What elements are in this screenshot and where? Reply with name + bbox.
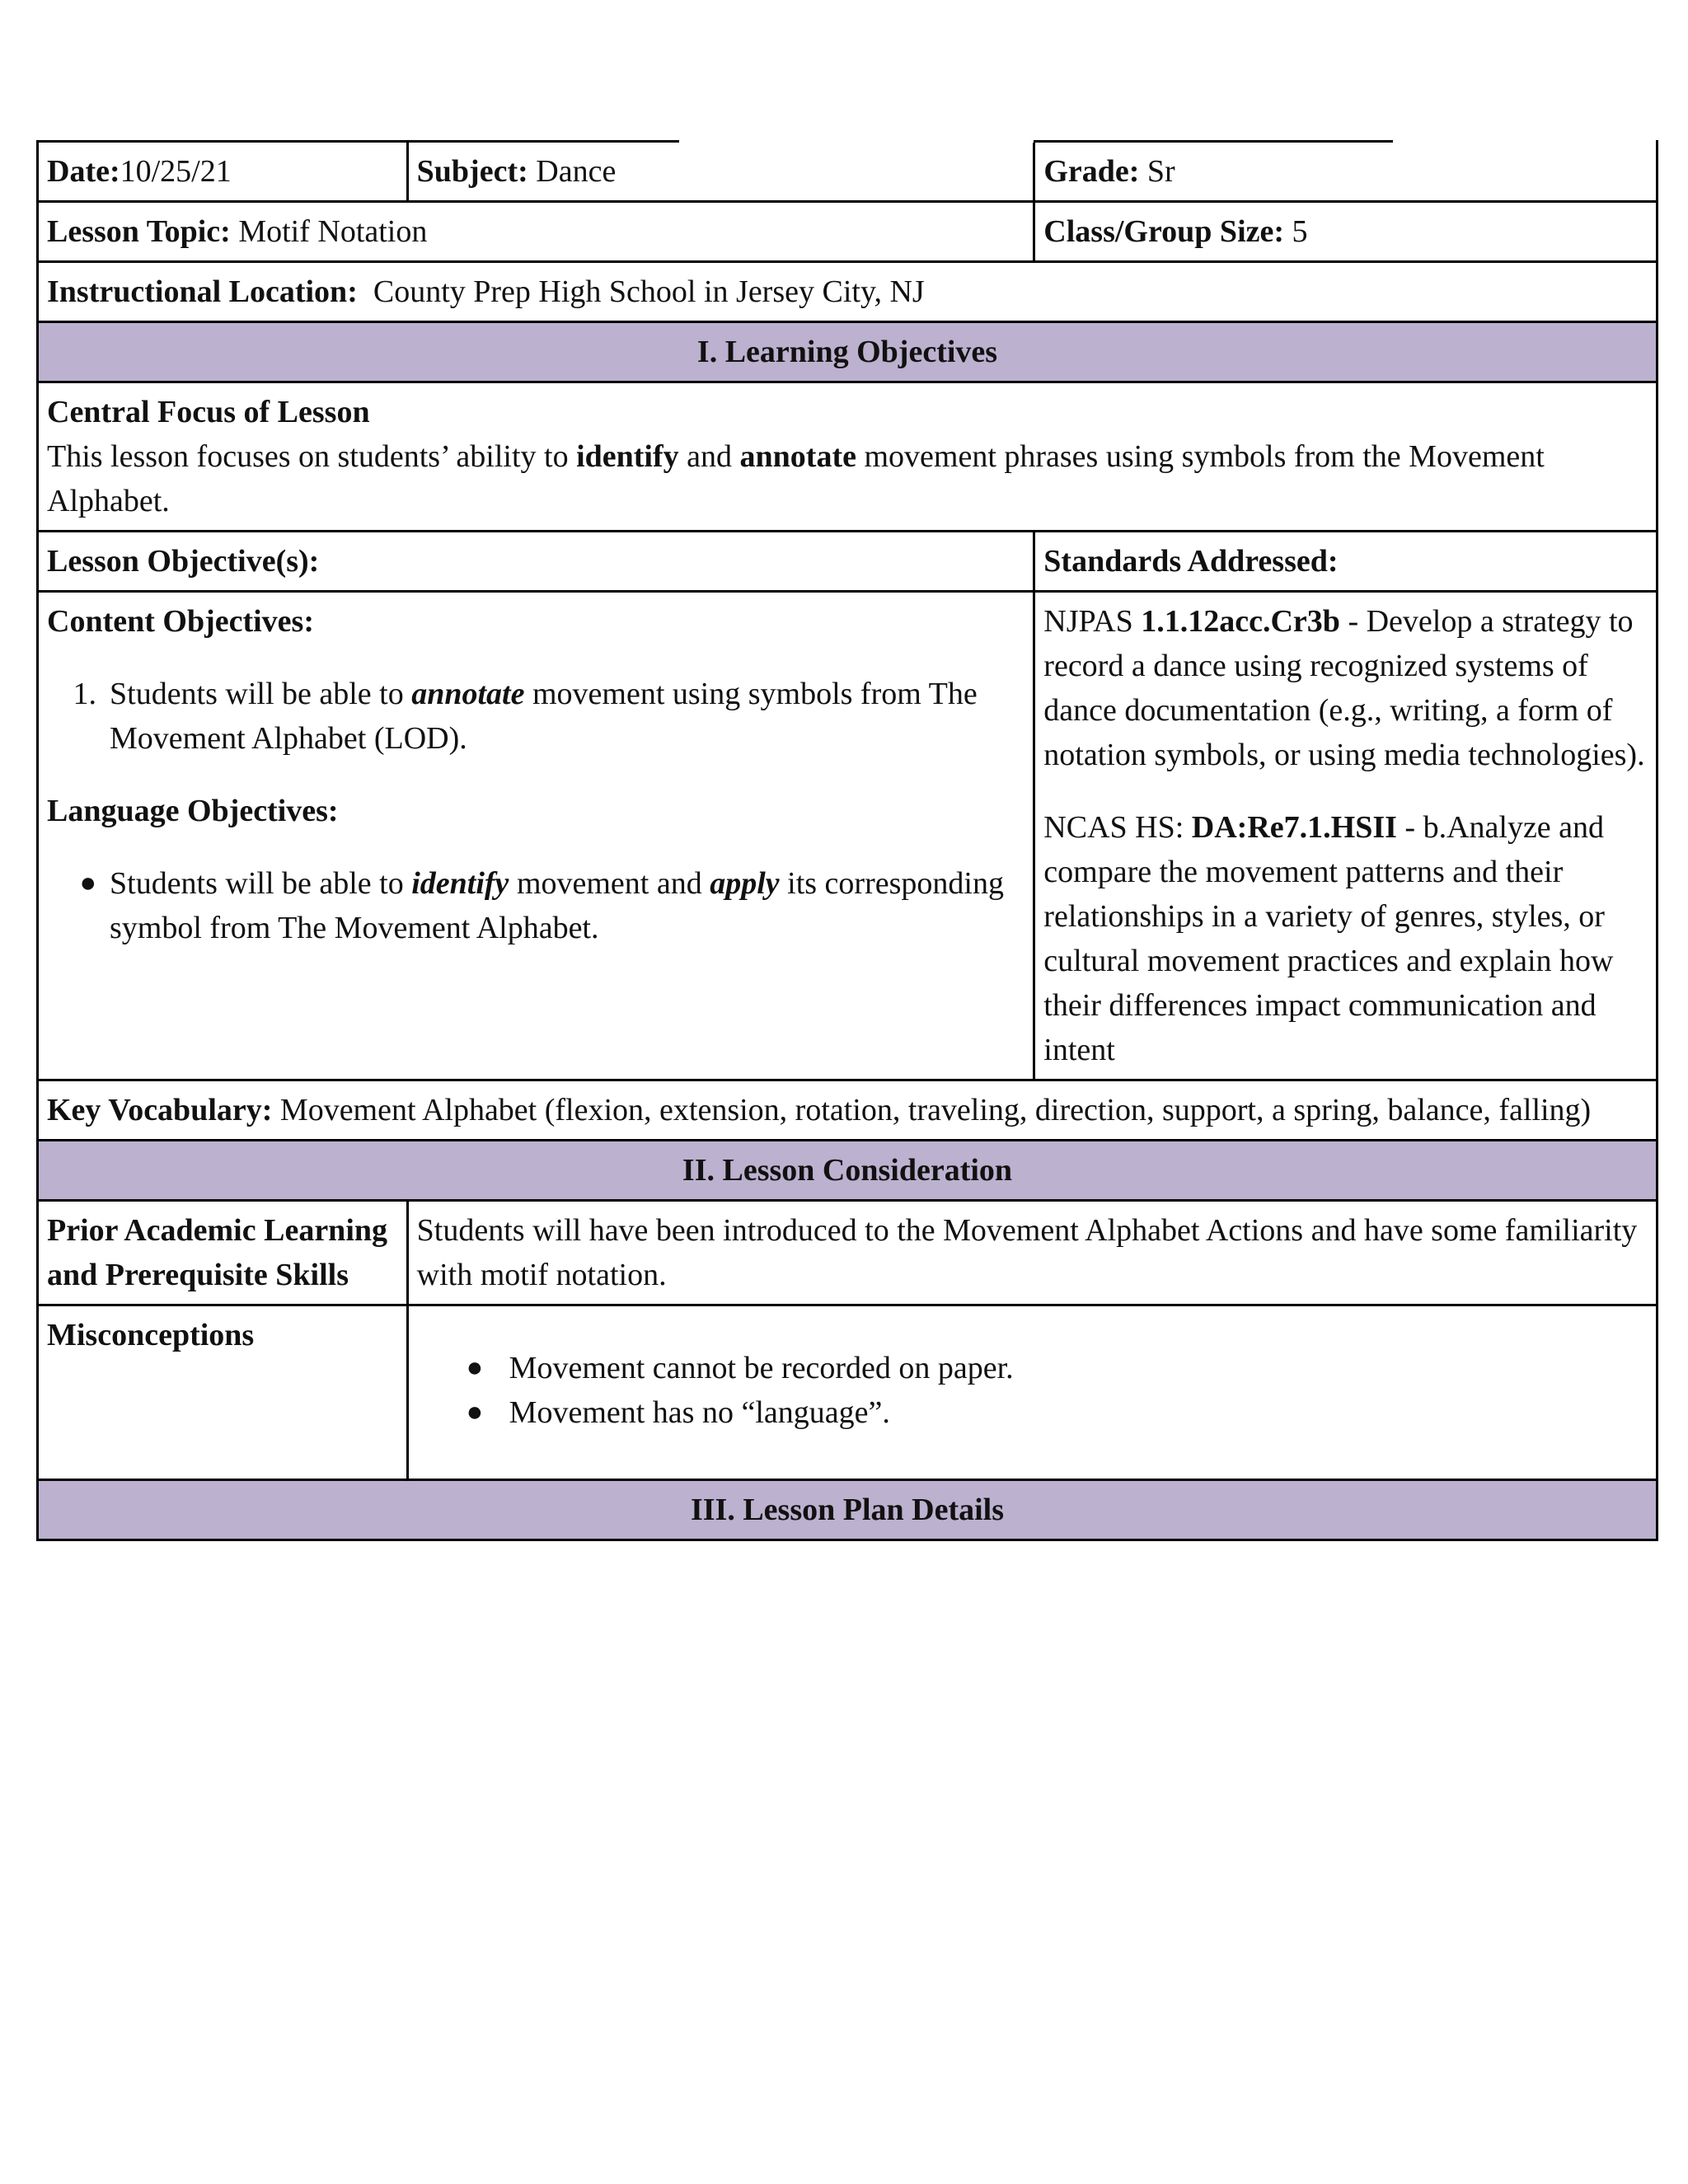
prior-learning-text: Students will have been introduced to the Movement Alphabet Actions and have some familiarity with motif notation.: [406, 1202, 1656, 1304]
standards-cell: [1033, 593, 1656, 1079]
grade-cell: Grade: Sr: [1033, 143, 1656, 200]
central-focus-heading: Central Focus of Lesson: [47, 395, 370, 429]
central-focus-cell: [39, 383, 1656, 530]
key-vocabulary-cell: Key Vocabulary: Movement Alphabet (flexion, extension, rotation, traveling, direction, support, a spring, balance, falling): [47, 1093, 1592, 1127]
central-focus-row: [36, 383, 1658, 532]
misconceptions-list: [406, 1306, 1656, 1479]
section-1-title: I. Learning Objectives: [39, 323, 1656, 381]
misconceptions-row: [36, 1306, 1658, 1481]
section-1-header: [36, 323, 1658, 383]
objectives-header-row: [36, 532, 1658, 593]
vocabulary-row: [36, 1081, 1658, 1141]
class-size-cell: Class/Group Size: 5: [1033, 203, 1656, 260]
subject-cell: Subject: Dance: [406, 143, 1034, 200]
language-objectives-heading: Language Objectives:: [47, 794, 339, 828]
objectives-cell: [39, 593, 1033, 1079]
lesson-plan-table: [36, 140, 1658, 1541]
section-2-title: II. Lesson Consideration: [39, 1141, 1656, 1199]
misconceptions-label: Misconceptions: [47, 1318, 255, 1352]
standard-ncas: NCAS HS: DA:Re7.1.HSII - b.Analyze and compare the movement patterns and their relationships in a variety of genres, styles, or cultural movement practices and explain how their differences impact communication and intent: [1043, 810, 1614, 1067]
misconception-item: ● Movement cannot be recorded on paper.: [466, 1351, 1014, 1385]
header-row-3: [36, 263, 1658, 323]
central-focus-text: This lesson focuses on students’ ability to identify and annotate movement phrases using symbols from the Movement Alphabet.: [47, 439, 1545, 518]
prior-learning-row: [36, 1202, 1658, 1306]
standards-label: Standards Addressed:: [1033, 532, 1656, 590]
section-3-header: [36, 1481, 1658, 1541]
prior-learning-label: Prior Academic Learning and Prerequisite Skills: [47, 1213, 388, 1292]
section-2-header: [36, 1141, 1658, 1202]
misconception-item: ● Movement has no “language”.: [466, 1395, 890, 1430]
standard-njpas: NJPAS 1.1.12acc.Cr3b - Develop a strategy to record a dance using recognized systems of dance documentation (e.g., writing, a form of notation symbols, or using media technologies).: [1043, 604, 1645, 772]
content-objective-item: 1. Students will be able to annotate movement using symbols from The Movement Alphabet (LOD).: [73, 677, 978, 756]
date-cell: Date:10/25/21: [47, 154, 232, 189]
top-border-left: [36, 140, 679, 143]
content-objectives-heading: Content Objectives:: [47, 604, 314, 639]
header-row-1: [36, 140, 1658, 203]
location-cell: Instructional Location: County Prep High School in Jersey City, NJ: [47, 274, 925, 309]
top-border-right: [1034, 140, 1393, 143]
lesson-objectives-label: Lesson Objective(s):: [47, 544, 320, 579]
section-3-title: III. Lesson Plan Details: [39, 1481, 1656, 1539]
header-row-2: [36, 203, 1658, 263]
objectives-body-row: [36, 593, 1658, 1081]
language-objective-item: ● Students will be able to identify movement and apply its corresponding symbol from The Movement Alphabet.: [79, 866, 1004, 945]
lesson-topic-cell: Lesson Topic: Motif Notation: [47, 214, 428, 249]
